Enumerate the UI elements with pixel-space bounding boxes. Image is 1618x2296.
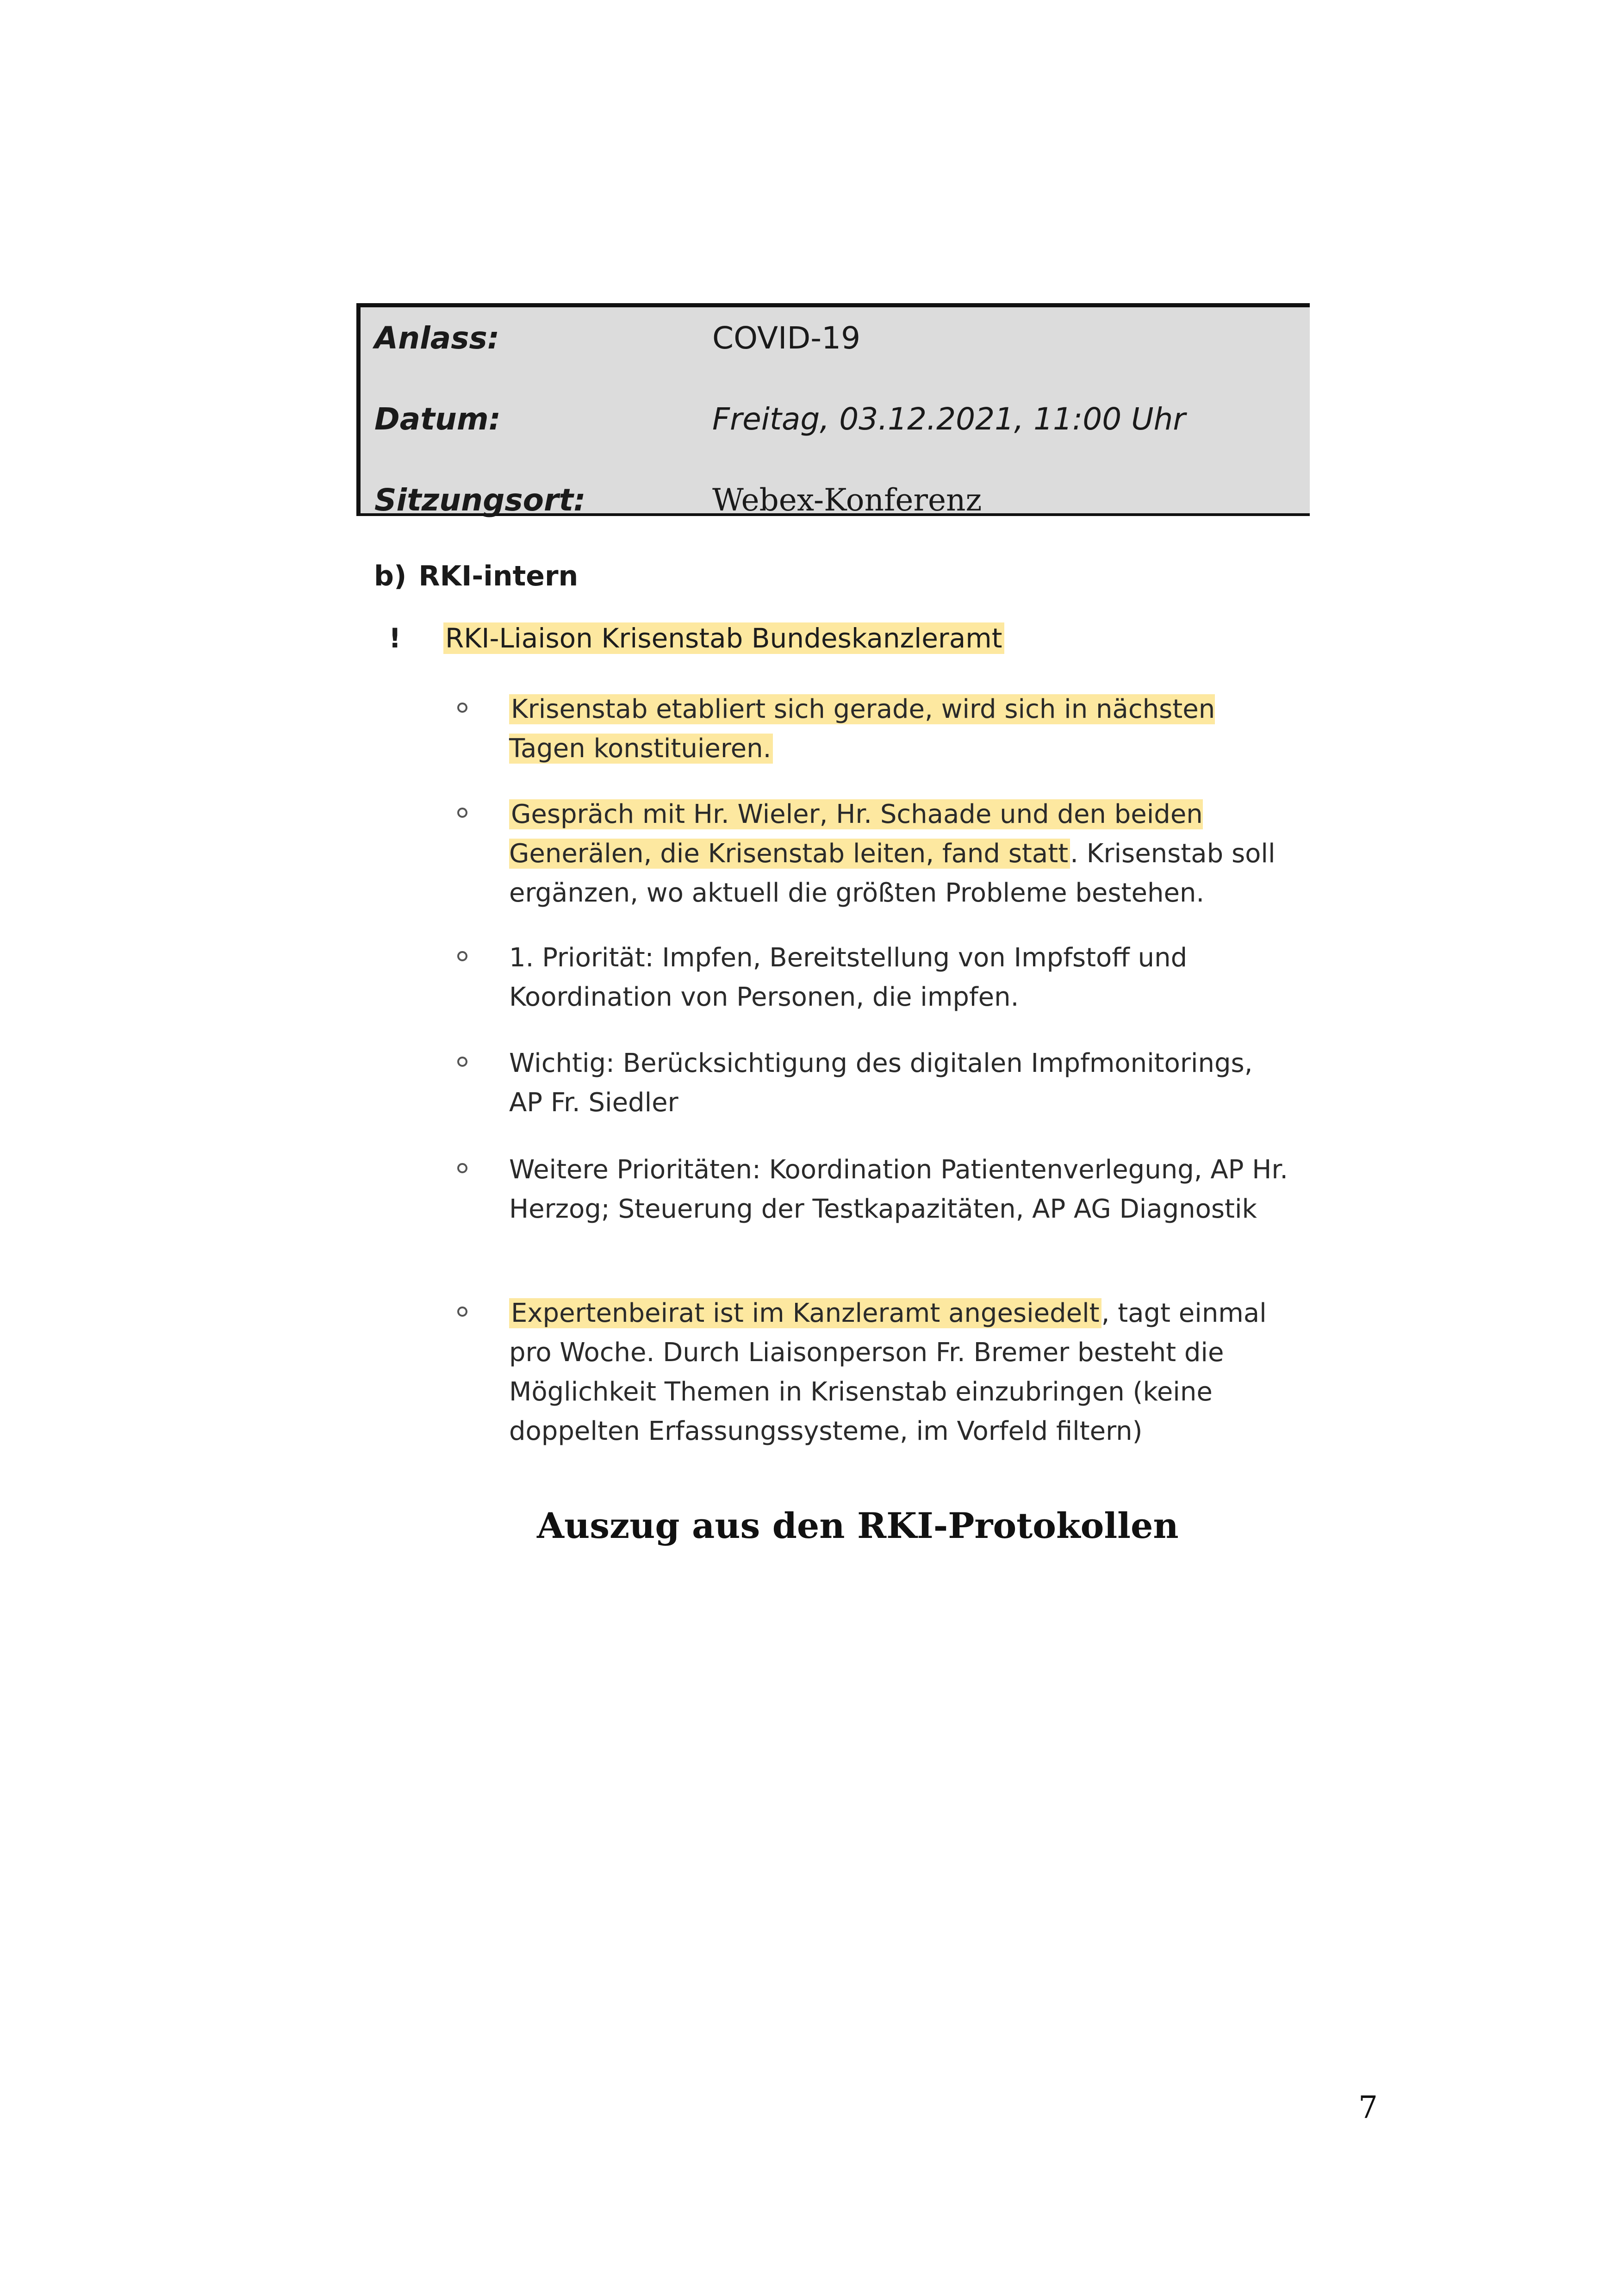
circle-bullet-icon xyxy=(457,808,467,818)
meta-row-datum xyxy=(361,401,1310,457)
list-item-text xyxy=(509,1294,1291,1451)
circle-bullet-icon xyxy=(457,1163,467,1173)
circle-bullet-icon xyxy=(457,951,467,961)
plain-text: Wichtig: Berücksichtigung des digitalen Impfmonitorings, AP Fr. Siedler xyxy=(509,1048,1253,1118)
meta-row-sitzungsort xyxy=(361,482,1310,538)
figure-caption: Auszug aus den RKI-Protokollen xyxy=(537,1505,1179,1546)
agenda-item-title: RKI-Liaison Krisenstab Bundeskanzleramt xyxy=(443,622,1004,654)
plain-text: , tagt einmal pro Woche. Durch Liaisonperson Fr. Bremer besteht die Möglichkeit Themen in Krisenstab einzubringen (keine doppelten Erfassungssysteme, im Vorfeld filtern) xyxy=(509,1298,1267,1446)
highlighted-text: Gespräch mit Hr. Wieler, Hr. Schaade und den beiden Generälen, die Krisenstab leiten, fand statt xyxy=(509,799,1203,869)
meta-label: Datum: xyxy=(374,401,501,437)
section-heading xyxy=(374,560,578,592)
section-title: RKI-intern xyxy=(418,560,579,592)
plain-text: Weitere Prioritäten: Koordination Patientenverlegung, AP Hr. Herzog; Steuerung der Testkapazitäten, AP AG Diagnostik xyxy=(509,1155,1288,1224)
plain-text: 1. Priorität: Impfen, Bereitstellung von Impfstoff und Koordination von Personen, die impfen. xyxy=(509,943,1188,1012)
meta-value: Webex-Konferenz xyxy=(712,482,982,518)
circle-bullet-icon xyxy=(457,703,467,713)
meta-value: Freitag, 03.12.2021, 11:00 Uhr xyxy=(712,401,1186,437)
list-item-text xyxy=(509,795,1291,913)
list-item-text xyxy=(509,690,1291,768)
protocol-excerpt xyxy=(356,303,1314,1469)
meta-row-anlass xyxy=(361,320,1310,376)
highlighted-text: Expertenbeirat ist im Kanzleramt angesiedelt xyxy=(509,1298,1101,1328)
list-item-text xyxy=(509,1044,1291,1122)
circle-bullet-icon xyxy=(457,1057,467,1067)
meta-value: COVID-19 xyxy=(712,320,861,356)
list-item-text xyxy=(509,1150,1291,1229)
meta-label: Sitzungsort: xyxy=(374,482,586,518)
section-label: b) xyxy=(374,560,407,592)
list-item-text xyxy=(509,938,1291,1017)
exclamation-marker-icon: ! xyxy=(389,622,401,654)
meeting-meta-box xyxy=(356,303,1310,516)
circle-bullet-icon xyxy=(457,1307,467,1317)
highlighted-text: Krisenstab etabliert sich gerade, wird sich in nächsten Tagen konstituieren. xyxy=(509,694,1215,764)
page-number: 7 xyxy=(1358,2090,1378,2125)
plain-text: . Krisenstab soll ergänzen, wo aktuell die größten Probleme bestehen. xyxy=(509,839,1276,908)
meta-label: Anlass: xyxy=(374,320,500,356)
